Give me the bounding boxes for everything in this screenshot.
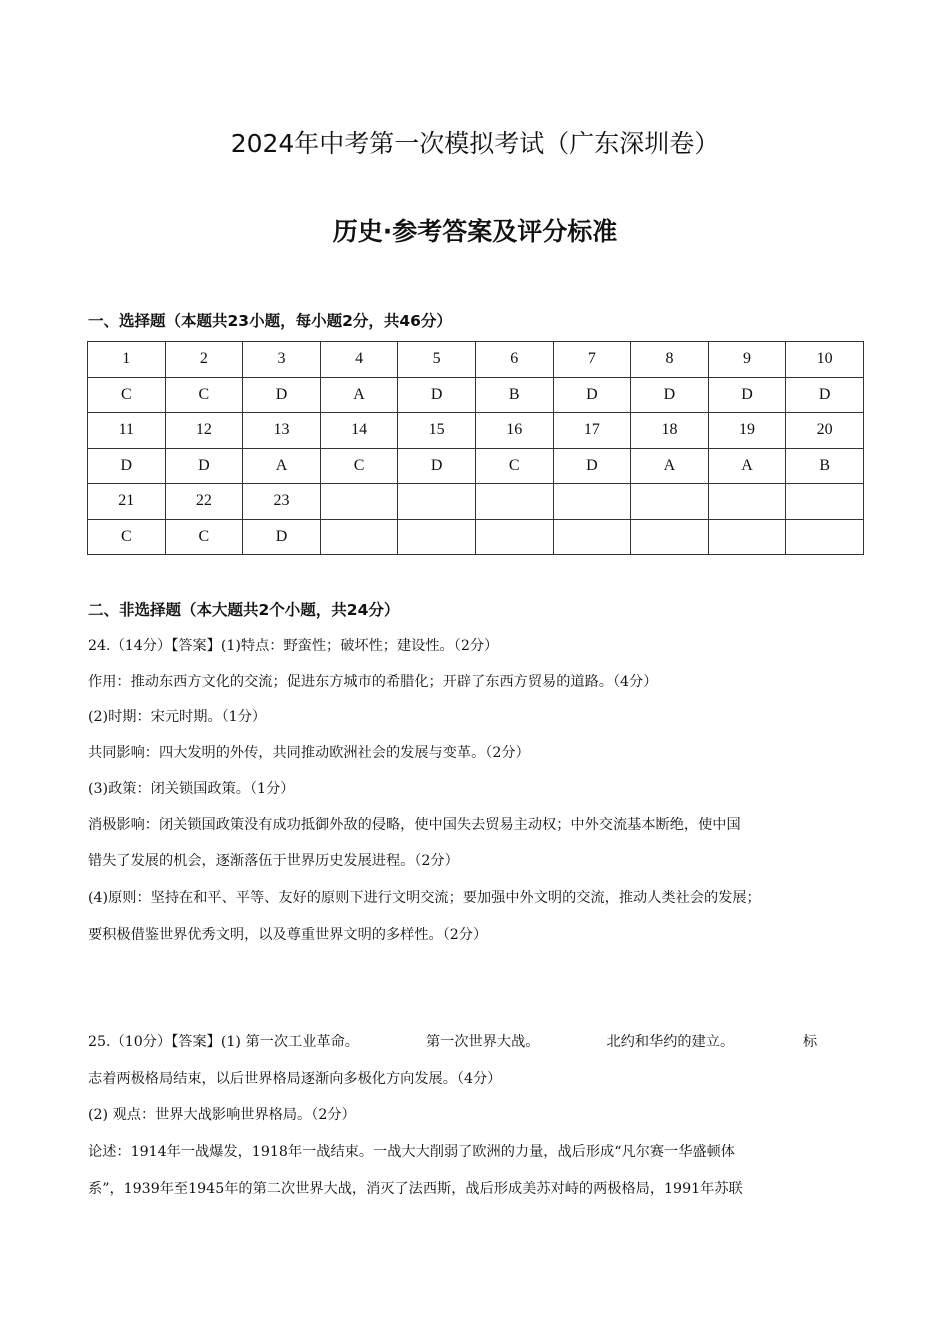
- question-number-cell: 15: [398, 413, 476, 449]
- answer-cell: [320, 519, 398, 555]
- question-number-row: [88, 484, 864, 520]
- question-number-cell: [398, 484, 476, 520]
- q25-line: (2) 观点：世界大战影响世界格局。（2分）: [88, 1107, 356, 1123]
- question-number-cell: 2: [165, 342, 243, 378]
- question-number-row: [88, 342, 864, 378]
- answer-cell: C: [88, 519, 166, 555]
- answer-cell: B: [786, 448, 864, 484]
- question-number-cell: 11: [88, 413, 166, 449]
- section-heading-choice: 一、选择题（本题共23小题，每小题2分，共46分）: [88, 312, 452, 330]
- question-number-cell: 20: [786, 413, 864, 449]
- question-number-cell: 5: [398, 342, 476, 378]
- question-number-cell: [475, 484, 553, 520]
- question-number-cell: 17: [553, 413, 631, 449]
- answer-cell: A: [243, 448, 321, 484]
- answer-cell: D: [398, 377, 476, 413]
- q24-line: 要积极借鉴世界优秀文明，以及尊重世界文明的多样性。（2分）: [88, 927, 488, 943]
- q24-line: (3)政策：闭关锁国政策。（1分）: [88, 781, 295, 797]
- answer-cell: D: [398, 448, 476, 484]
- q24-line: (4)原则：坚持在和平、平等、友好的原则下进行文明交流；要加强中外文明的交流，推动人类社会的发展；: [88, 890, 761, 906]
- answer-row: [88, 448, 864, 484]
- answer-cell: C: [320, 448, 398, 484]
- q25-blank-3: 北约和华约的建立。: [606, 1034, 735, 1050]
- question-number-cell: 13: [243, 413, 321, 449]
- page-subtitle: 历史·参考答案及评分标准: [332, 217, 618, 246]
- q25-blank-2: 第一次世界大战。: [425, 1034, 540, 1050]
- answer-cell: [708, 519, 786, 555]
- answer-cell: C: [165, 519, 243, 555]
- answer-cell: A: [708, 448, 786, 484]
- answer-cell: D: [88, 448, 166, 484]
- answer-cell: D: [786, 377, 864, 413]
- question-number-cell: [553, 484, 631, 520]
- answer-cell: [398, 519, 476, 555]
- answer-cell: [475, 519, 553, 555]
- answer-cell: D: [165, 448, 243, 484]
- question-number-cell: 18: [631, 413, 709, 449]
- question-number-cell: 12: [165, 413, 243, 449]
- question-number-cell: 22: [165, 484, 243, 520]
- q24-line: 消极影响：闭关锁国政策没有成功抵御外敌的侵略，使中国失去贸易主动权；中外交流基本断绝，使中国: [88, 817, 741, 833]
- question-number-row: [88, 413, 864, 449]
- answer-cell: B: [475, 377, 553, 413]
- q24-line: 共同影响：四大发明的外传，共同推动欧洲社会的发展与变革。（2分）: [88, 745, 530, 761]
- question-number-cell: [320, 484, 398, 520]
- question-number-cell: 8: [631, 342, 709, 378]
- q25-line: 志着两极格局结束，以后世界格局逐渐向多极化方向发展。（4分）: [88, 1071, 502, 1087]
- question-number-cell: 4: [320, 342, 398, 378]
- question-number-cell: 3: [243, 342, 321, 378]
- answer-cell: D: [243, 377, 321, 413]
- question-number-cell: 21: [88, 484, 166, 520]
- q24-line: 24.（14分）【答案】(1)特点：野蛮性；破坏性；建设性。（2分）: [88, 638, 499, 654]
- answer-cell: D: [243, 519, 321, 555]
- answer-table: [87, 341, 864, 555]
- question-number-cell: 19: [708, 413, 786, 449]
- page-title: 2024年中考第一次模拟考试（广东深圳卷）: [230, 129, 720, 158]
- question-number-cell: 14: [320, 413, 398, 449]
- answer-cell: C: [165, 377, 243, 413]
- answer-cell: D: [553, 448, 631, 484]
- q25-blank-1: 第一次工业革命。: [245, 1034, 359, 1050]
- question-number-cell: [786, 484, 864, 520]
- q24-line: (2)时期：宋元时期。（1分）: [88, 709, 267, 725]
- q25-first-line: [88, 1031, 817, 1051]
- q25-prefix: 25.（10分）【答案】(1): [88, 1034, 241, 1050]
- question-number-cell: 6: [475, 342, 553, 378]
- q24-line: 错失了发展的机会，逐渐落伍于世界历史发展进程。（2分）: [88, 853, 459, 869]
- q24-line: 作用：推动东西方文化的交流；促进东方城市的希腊化；开辟了东西方贸易的道路。（4分）: [88, 674, 658, 690]
- question-number-cell: 9: [708, 342, 786, 378]
- q25-line: 论述：1914年一战爆发，1918年一战结束。一战大大削弱了欧洲的力量，战后形成“凡尔赛一华盛顿体: [88, 1144, 735, 1160]
- answer-cell: D: [631, 377, 709, 413]
- section-heading-nonchoice: 二、非选择题（本大题共2个小题，共24分）: [88, 601, 400, 619]
- question-number-cell: 16: [475, 413, 553, 449]
- question-number-cell: 10: [786, 342, 864, 378]
- question-number-cell: 7: [553, 342, 631, 378]
- answer-cell: [786, 519, 864, 555]
- question-number-cell: 1: [88, 342, 166, 378]
- answer-row: [88, 519, 864, 555]
- q25-blank-4: 标: [803, 1034, 818, 1050]
- answer-cell: [631, 519, 709, 555]
- question-number-cell: [708, 484, 786, 520]
- answer-row: [88, 377, 864, 413]
- answer-cell: [553, 519, 631, 555]
- answer-cell: D: [553, 377, 631, 413]
- answer-cell: D: [708, 377, 786, 413]
- q25-line: 系”，1939年至1945年的第二次世界大战，消灭了法西斯，战后形成美苏对峙的两极格局，1991年苏联: [88, 1181, 743, 1197]
- question-number-cell: [631, 484, 709, 520]
- answer-cell: A: [320, 377, 398, 413]
- answer-cell: C: [475, 448, 553, 484]
- answer-cell: C: [88, 377, 166, 413]
- question-number-cell: 23: [243, 484, 321, 520]
- answer-cell: A: [631, 448, 709, 484]
